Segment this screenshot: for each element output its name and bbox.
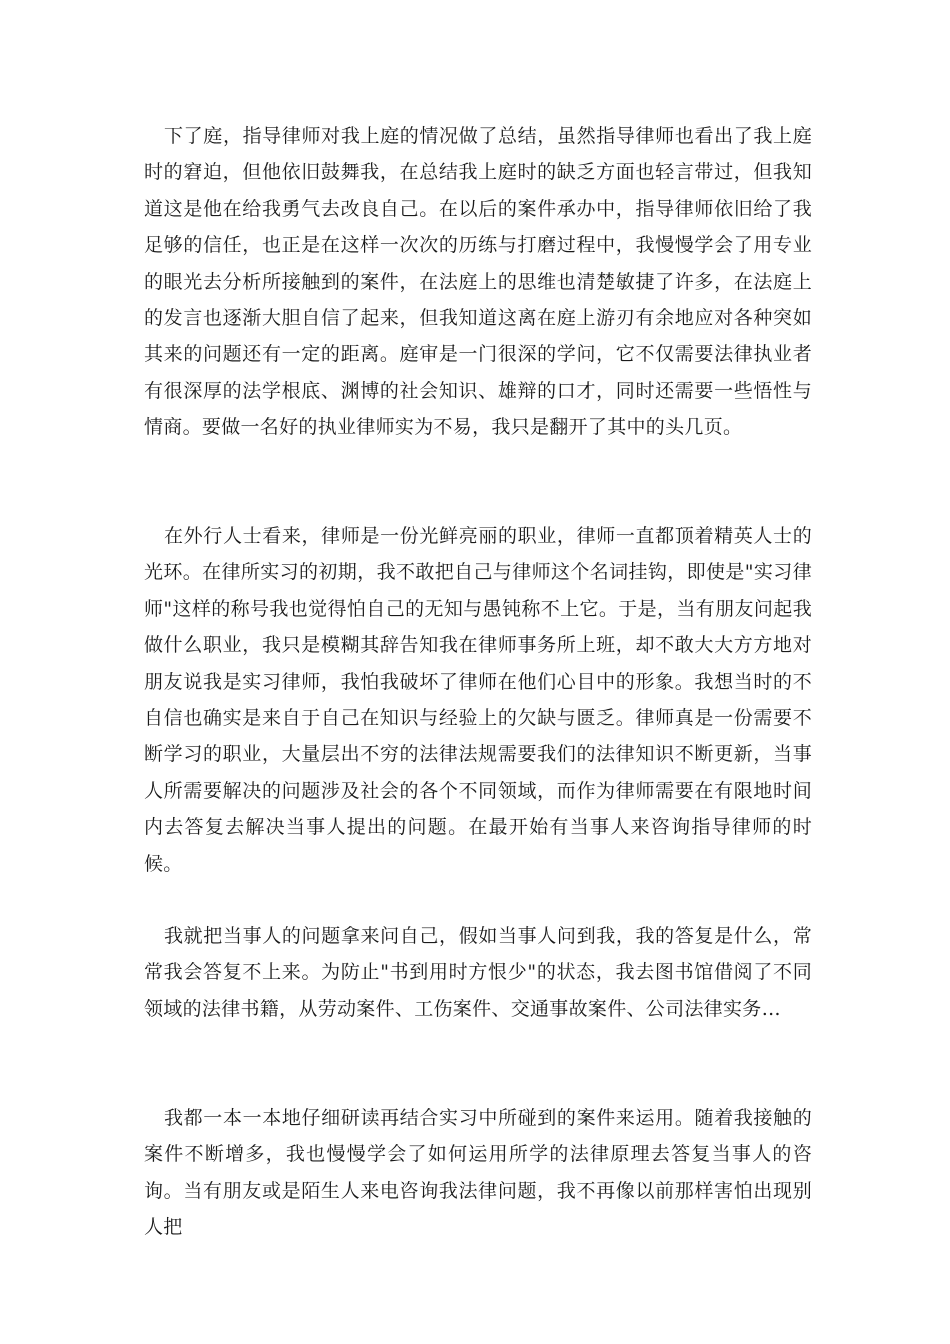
paragraph-3: 我就把当事人的问题拿来问自己，假如当事人问到我，我的答复是什么，常常我会答复不上来。为防止"书到用时方恨少"的状态，我去图书馆借阅了不同领域的法律书籍，从劳动案件、工伤案件、交通事故案件、公司法律实务… [144, 925, 812, 1020]
paragraph-1: 下了庭，指导律师对我上庭的情况做了总结，虽然指导律师也看出了我上庭时的窘迫，但他依旧鼓舞我，在总结我上庭时的缺乏方面也轻言带过，但我知道这是他在给我勇气去改良自己。在以后的案件承办中，指导律师依旧给了我足够的信任，也正是在这样一次次的历练与打磨过程中，我慢慢学会了用专业的眼光去分析所接触到的案件，在法庭上的思维也清楚敏捷了许多，在法庭上的发言也逐渐大胆自信了起来，但我知道这离在庭上游刃有余地应对各种突如其来的问题还有一定的距离。庭审是一门很深的学问，它不仅需要法律执业者有很深厚的法学根底、渊博的社会知识、雄辩的口才，同时还需要一些悟性与情商。要做一名好的执业律师实为不易，我只是翻开了其中的头几页。 [144, 125, 812, 439]
paragraph-4: 我都一本一本地仔细研读再结合实习中所碰到的案件来运用。随着我接触的案件不断增多，我也慢慢学会了如何运用所学的法律原理去答复当事人的咨询。当有朋友或是陌生人来电咨询我法律问题，我不再像以前那样害怕出现别人把 [144, 1107, 812, 1239]
paragraph-2: 在外行人士看来，律师是一份光鲜亮丽的职业，律师一直都顶着精英人士的光环。在律所实习的初期，我不敢把自己与律师这个名词挂钩，即使是"实习律师"这样的称号我也觉得怕自己的无知与愚钝称不上它。于是，当有朋友问起我做什么职业，我只是模糊其辞告知我在律师事务所上班，却不敢大大方方地对朋友说我是实习律师，我怕我破坏了律师在他们心目中的形象。我想当时的不自信也确实是来自于自己在知识与经验上的欠缺与匮乏。律师真是一份需要不断学习的职业，大量层出不穷的法律法规需要我们的法律知识不断更新，当事人所需要解决的问题涉及社会的各个不同领域，而作为律师需要在有限地时间内去答复去解决当事人提出的问题。在最开始有当事人来咨询指导律师的时候。 [144, 525, 812, 875]
